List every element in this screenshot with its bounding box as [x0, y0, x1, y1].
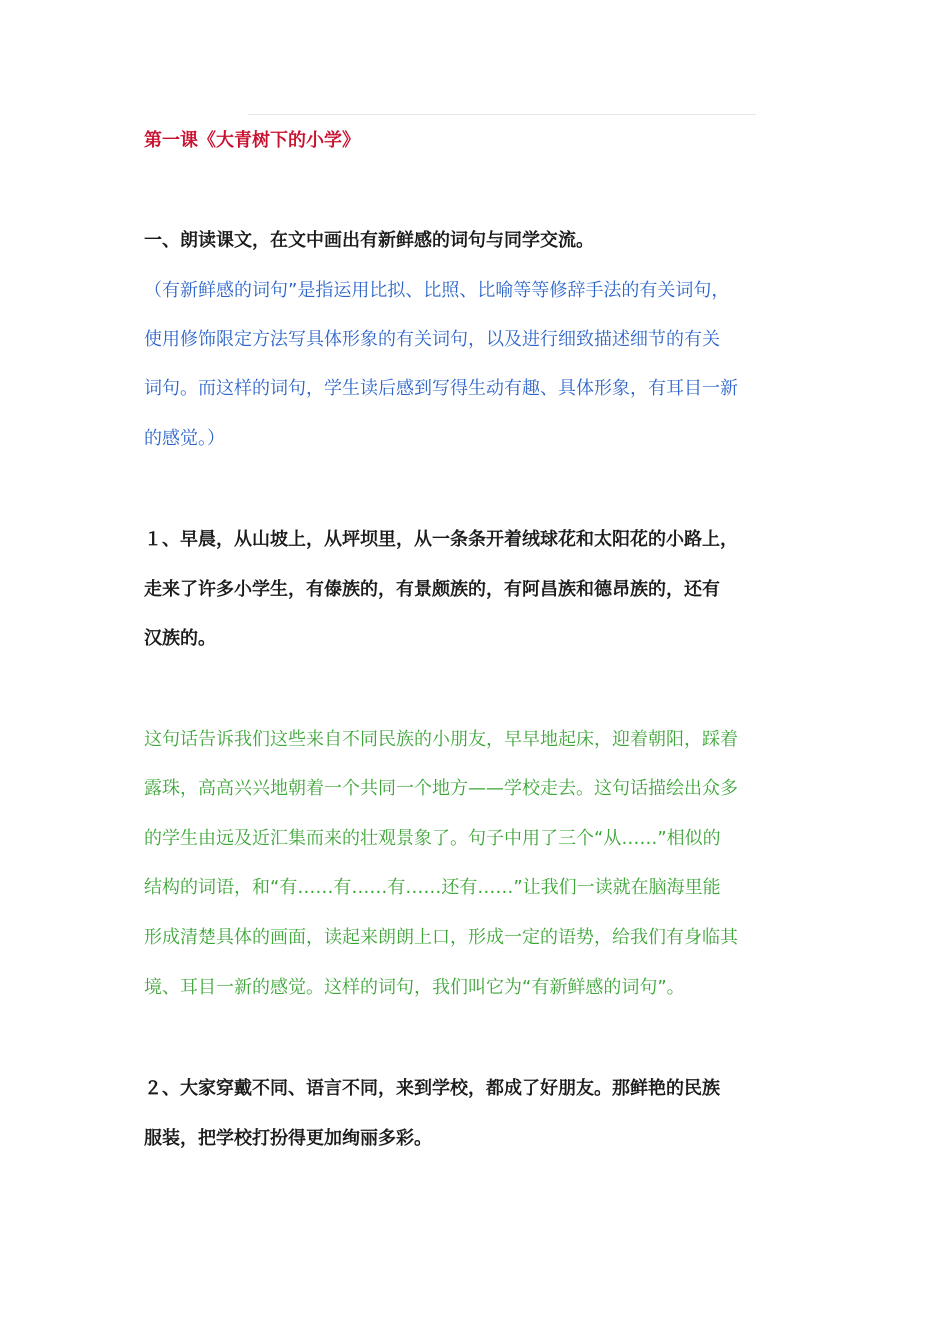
analysis-line: 形成清楚具体的画面，读起来朗朗上口，形成一定的语势，给我们有身临其 [144, 927, 738, 948]
section1-heading: 一、朗读课文，在文中画出有新鲜感的词句与同学交流。 [144, 230, 594, 251]
item2-line: ２、大家穿戴不同、语言不同，来到学校，都成了好朋友。那鲜艳的民族 [144, 1078, 720, 1099]
header-divider [248, 114, 756, 115]
item2-line: 服装，把学校打扮得更加绚丽多彩。 [144, 1128, 432, 1149]
item1-line: １、早晨，从山坡上，从坪坝里，从一条条开着绒球花和太阳花的小路上， [144, 529, 738, 550]
analysis-line: 结构的词语，和“有……有……有……还有……”让我们一读就在脑海里能 [144, 877, 721, 898]
analysis-line: 的学生由远及近汇集而来的壮观景象了。句子中用了三个“从……”相似的 [144, 828, 721, 849]
item1-line: 走来了许多小学生，有傣族的，有景颇族的，有阿昌族和德昂族的，还有 [144, 579, 720, 600]
note-line: （有新鲜感的词句”是指运用比拟、比照、比喻等等修辞手法的有关词句， [144, 280, 730, 301]
lesson-title: 第一课《大青树下的小学》 [144, 130, 360, 151]
note-line: 使用修饰限定方法写具体形象的有关词句，以及进行细致描述细节的有关 [144, 329, 720, 350]
note-line: 的感觉。） [144, 428, 225, 449]
item1-line: 汉族的。 [144, 628, 216, 649]
analysis-line: 境、耳目一新的感觉。这样的词句，我们叫它为“有新鲜感的词句”。 [144, 977, 685, 998]
note-line: 词句。而这样的词句，学生读后感到写得生动有趣、具体形象，有耳目一新 [144, 378, 738, 399]
analysis-line: 这句话告诉我们这些来自不同民族的小朋友，早早地起床，迎着朝阳，踩着 [144, 729, 738, 750]
analysis-line: 露珠，高高兴兴地朝着一个共同一个地方——学校走去。这句话描绘出众多 [144, 778, 738, 799]
